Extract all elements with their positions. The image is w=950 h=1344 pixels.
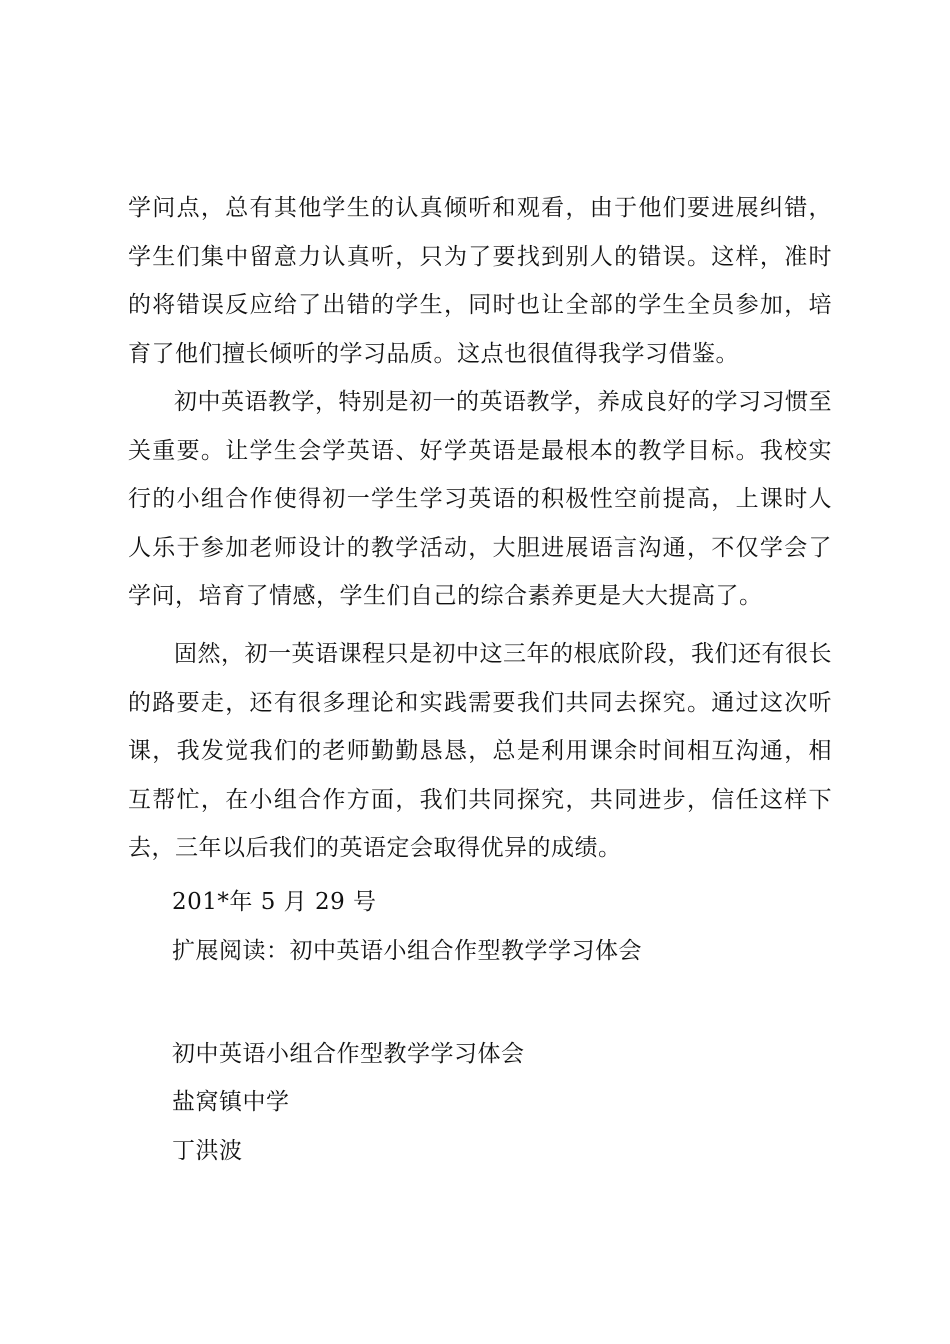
paragraph-continued: 学问点，总有其他学生的认真倾听和观看，由于他们要进展纠错，学生们集中留意力认真听，只为了要找到别人的错误。这样，准时的将错误反应给了出错的学生，同时也让全部的学生全员参加，培育了他们擅长倾听的学习品质。这点也很值得我学习借鉴。 <box>128 195 832 367</box>
author-name: 丁洪波 <box>172 1138 243 1164</box>
extended-reading-link: 扩展阅读：初中英语小组合作型教学学习体会 <box>172 938 642 964</box>
paragraph-conclusion: 固然，初一英语课程只是初中这三年的根底阶段，我们还有很长的路要走，还有很多理论和实践需要我们共同去探究。通过这次听课，我发觉我们的老师勤勤恳恳，总是利用课余时间相互沟通，相互帮忙，在小组合作方面，我们共同探究，共同进步，信任这样下去，三年以后我们的英语定会取得优异的成绩。 <box>128 641 832 861</box>
school-name: 盐窝镇中学 <box>172 1089 290 1115</box>
article-title: 初中英语小组合作型教学学习体会 <box>172 1041 525 1067</box>
paragraph-english-teaching: 初中英语教学，特别是初一的英语教学，养成良好的学习习惯至关重要。让学生会学英语、好学英语是最根本的教学目标。我校实行的小组合作使得初一学生学习英语的积极性空前提高，上课时人人乐于参加老师设计的教学活动，大胆进展语言沟通，不仅学会了学问，培育了情感，学生们自己的综合素养更是大大提高了。 <box>128 389 832 609</box>
document-date: 201*年 5 月 29 号 <box>172 889 377 915</box>
